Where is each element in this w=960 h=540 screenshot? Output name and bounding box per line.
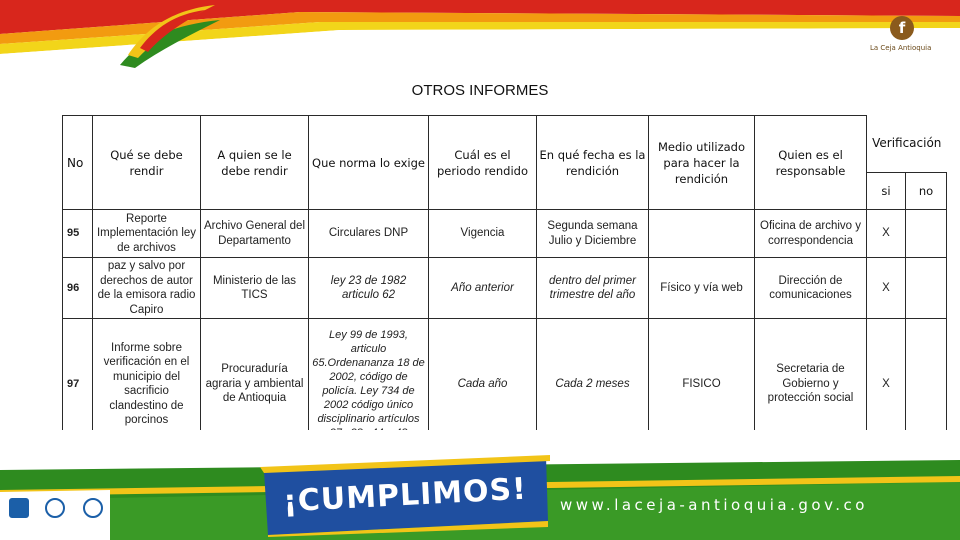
header-fecha: En qué fecha es la rendición: [537, 116, 649, 210]
cell-medio: FISICO: [649, 319, 755, 450]
header-si: si: [867, 173, 906, 210]
cell-norma: Circulares DNP: [309, 210, 429, 258]
cell-que-rendir: paz y salvo por derechos de autor de la emisora radio Capiro: [93, 258, 201, 319]
cell-periodo: Cada año: [429, 319, 537, 450]
header-no: No: [63, 116, 93, 210]
cell-responsable: Oficina de archivo y correspondencia: [755, 210, 867, 258]
cumplimos-slogan: ¡CUMPLIMOS!: [282, 471, 528, 519]
header-que-rendir: Qué se debe rendir: [93, 116, 201, 210]
website-link[interactable]: www.laceja-antioquia.gov.co: [560, 496, 868, 514]
informes-table: [62, 115, 947, 450]
cell-que-rendir: Informe sobre verificación en el municipio del sacrificio clandestino de porcinos: [93, 319, 201, 450]
header-no-verif: no: [906, 173, 947, 210]
brand-name: La Ceja Antioquia: [870, 44, 932, 52]
cell-si: X: [867, 210, 906, 258]
cell-a-quien: Procuraduría agraria y ambiental de Antioquia: [201, 319, 309, 450]
certification-seal-icon: [42, 494, 68, 528]
header-periodo: Cuál es el periodo rendido: [429, 116, 537, 210]
cell-fecha: dentro del primer trimestre del año: [537, 258, 649, 319]
facebook-icon[interactable]: f: [890, 16, 914, 40]
header-norma: Que norma lo exige: [309, 116, 429, 210]
header-verificacion: Verificación: [872, 136, 942, 151]
header-responsable: Quien es el responsable: [755, 116, 867, 210]
logo-leaves-icon: [110, 0, 240, 70]
cell-norma: ley 23 de 1982 articulo 62: [309, 258, 429, 319]
table-header-row: [63, 116, 947, 173]
cell-no: 97: [63, 319, 93, 450]
page-title: OTROS INFORMES: [411, 82, 549, 99]
cell-a-quien: Archivo General del Departamento: [201, 210, 309, 258]
quality-seal-icon: [80, 494, 106, 528]
cell-no-verif: [906, 210, 947, 258]
cell-periodo: Vigencia: [429, 210, 537, 258]
cell-que-rendir: Reporte Implementación ley de archivos: [93, 210, 201, 258]
cell-a-quien: Ministerio de las TICS: [201, 258, 309, 319]
cell-medio: Físico y vía web: [649, 258, 755, 319]
cell-si: X: [867, 319, 906, 450]
cell-no-verif: [906, 258, 947, 319]
cell-si: X: [867, 258, 906, 319]
cell-responsable: Secretaria de Gobierno y protección social: [755, 319, 867, 450]
cell-norma: Ley 99 de 1993, articulo 65.Ordenananza 18 de 2002, código de policía. Ley 734 de 2002 código único disciplinario artículos: [309, 319, 429, 450]
cell-responsable: Dirección de comunicaciones: [755, 258, 867, 319]
cell-medio: [649, 210, 755, 258]
table-row: [63, 258, 947, 319]
cell-periodo: Año anterior: [429, 258, 537, 319]
cell-no: 95: [63, 210, 93, 258]
cell-no: 96: [63, 258, 93, 319]
table-row: [63, 210, 947, 258]
certification-logo-icon: [6, 494, 32, 528]
cell-fecha: Cada 2 meses: [537, 319, 649, 450]
cell-fecha: Segunda semana Julio y Diciembre: [537, 210, 649, 258]
header-a-quien: A quien se le debe rendir: [201, 116, 309, 210]
header-medio: Medio utilizado para hacer la rendición: [649, 116, 755, 210]
